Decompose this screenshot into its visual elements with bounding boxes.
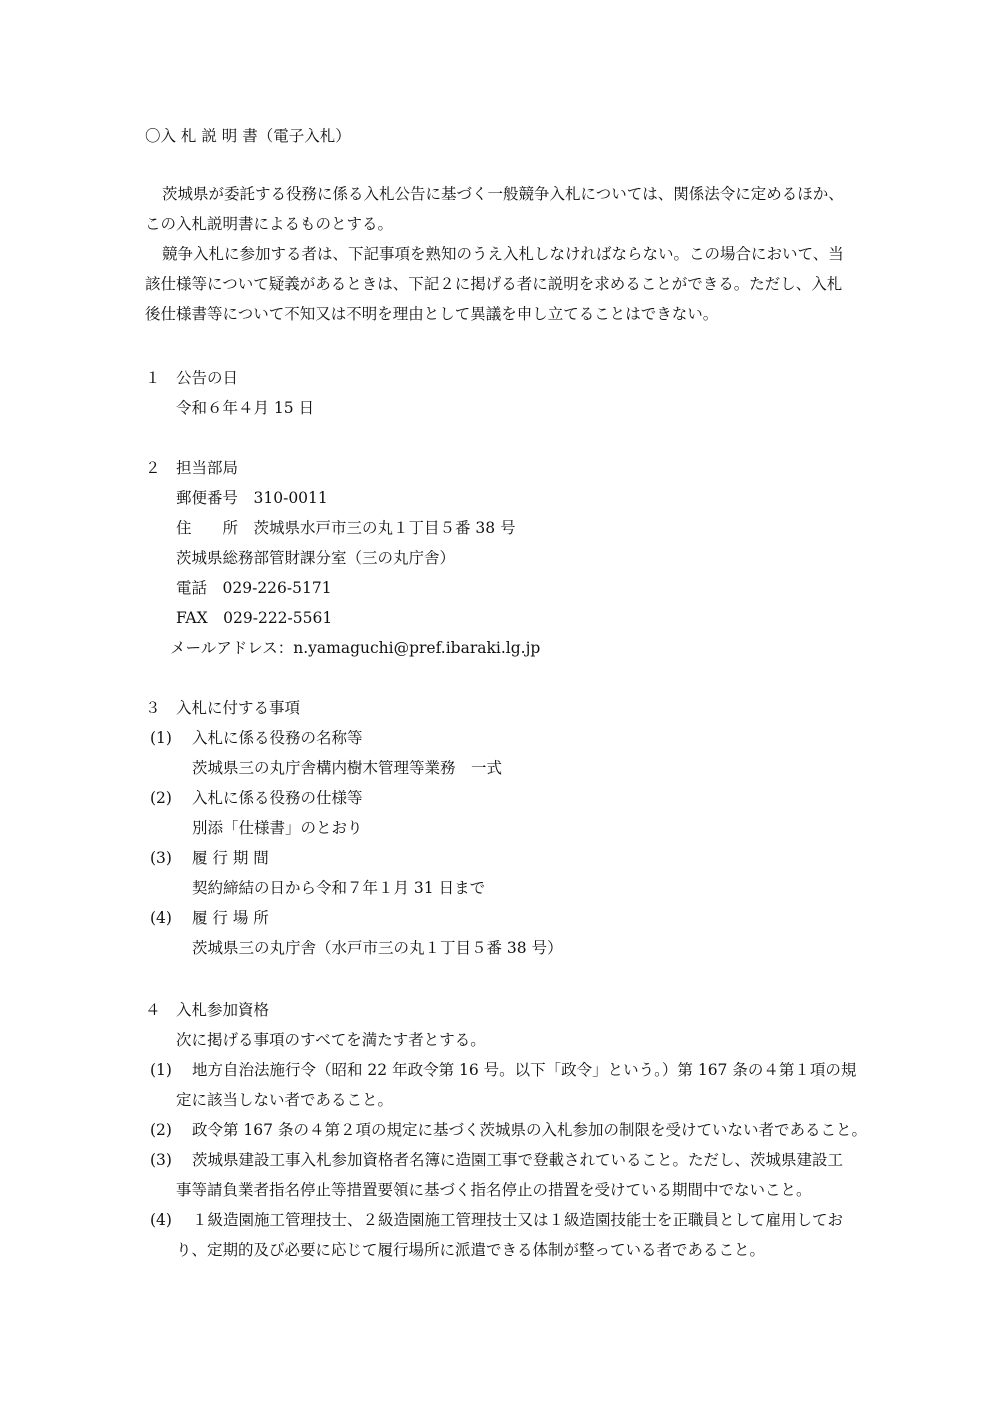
item-label: (3) bbox=[150, 1151, 172, 1169]
item-label: (1) bbox=[150, 1061, 172, 1079]
intro-line: 該仕様等について疑義があるときは、下記２に掲げる者に説明を求めることができる。ただし、入札 bbox=[145, 275, 843, 293]
section-1-heading: １ 公告の日 bbox=[145, 369, 239, 387]
item-line: 定に該当しない者であること。 bbox=[176, 1091, 394, 1109]
item-label: (4) bbox=[150, 909, 172, 927]
item-line: 茨城県建設工事入札参加資格者名簿に造園工事で登載されていること。ただし、茨城県建設工 bbox=[192, 1151, 844, 1169]
phone-number: 電話 029-226-5171 bbox=[176, 579, 332, 597]
item-label: (2) bbox=[150, 1121, 172, 1139]
intro-line: 茨城県が委託する役務に係る入札公告に基づく一般競争入札については、関係法令に定めるほか、 bbox=[162, 185, 844, 203]
intro-line: この入札説明書によるものとする。 bbox=[145, 215, 394, 233]
item-label: (3) bbox=[150, 849, 172, 867]
item-label: (2) bbox=[150, 789, 172, 807]
item-body: 茨城県三の丸庁舎（水戸市三の丸１丁目５番 38 号） bbox=[192, 939, 563, 957]
section-4-lead: 次に掲げる事項のすべてを満たす者とする。 bbox=[176, 1031, 486, 1049]
item-label: (1) bbox=[150, 729, 172, 747]
address: 住 所 茨城県水戸市三の丸１丁目５番 38 号 bbox=[176, 519, 516, 537]
document-title: 〇入 札 説 明 書（電子入札） bbox=[145, 127, 351, 145]
item-line: １級造園施工管理技士、２級造園施工管理技士又は１級造園技能士を正職員として雇用してお bbox=[192, 1211, 844, 1229]
item-body: 茨城県三の丸庁舎構内樹木管理等業務 一式 bbox=[192, 759, 503, 777]
item-title: 入札に係る役務の仕様等 bbox=[192, 789, 363, 807]
intro-line: 競争入札に参加する者は、下記事項を熟知のうえ入札しなければならない。この場合において、当 bbox=[162, 245, 844, 263]
item-label: (4) bbox=[150, 1211, 172, 1229]
item-title: 履 行 期 間 bbox=[192, 849, 269, 867]
item-body: 契約締結の日から令和７年１月 31 日まで bbox=[192, 879, 486, 897]
item-body: 別添「仕様書」のとおり bbox=[192, 819, 363, 837]
item-line: 政令第 167 条の４第２項の規定に基づく茨城県の入札参加の制限を受けていない者であること。 bbox=[192, 1121, 867, 1139]
item-title: 入札に係る役務の名称等 bbox=[192, 729, 363, 747]
email-address: メールアドレス：n.yamaguchi@pref.ibaraki.lg.jp bbox=[170, 639, 541, 657]
item-line: り、定期的及び必要に応じて履行場所に派遣できる体制が整っている者であること。 bbox=[176, 1241, 766, 1259]
fax-number: FAX 029-222-5561 bbox=[176, 609, 333, 627]
section-2-heading: ２ 担当部局 bbox=[145, 459, 239, 477]
postal-code: 郵便番号 310-0011 bbox=[176, 489, 328, 507]
announcement-date: 令和６年４月 15 日 bbox=[176, 399, 315, 417]
item-line: 事等請負業者指名停止等措置要領に基づく指名停止の措置を受けている期間中でないこと。 bbox=[176, 1181, 812, 1199]
item-title: 履 行 場 所 bbox=[192, 909, 269, 927]
intro-line: 後仕様書等について不知又は不明を理由として異議を申し立てることはできない。 bbox=[145, 305, 719, 323]
section-4-heading: ４ 入札参加資格 bbox=[145, 1001, 270, 1019]
office-name: 茨城県総務部管財課分室（三の丸庁舎） bbox=[176, 549, 456, 567]
item-line: 地方自治法施行令（昭和 22 年政令第 16 号。以下「政令」という。）第 167 条の４第１項の規 bbox=[192, 1061, 857, 1079]
section-3-heading: ３ 入札に付する事項 bbox=[145, 699, 301, 717]
